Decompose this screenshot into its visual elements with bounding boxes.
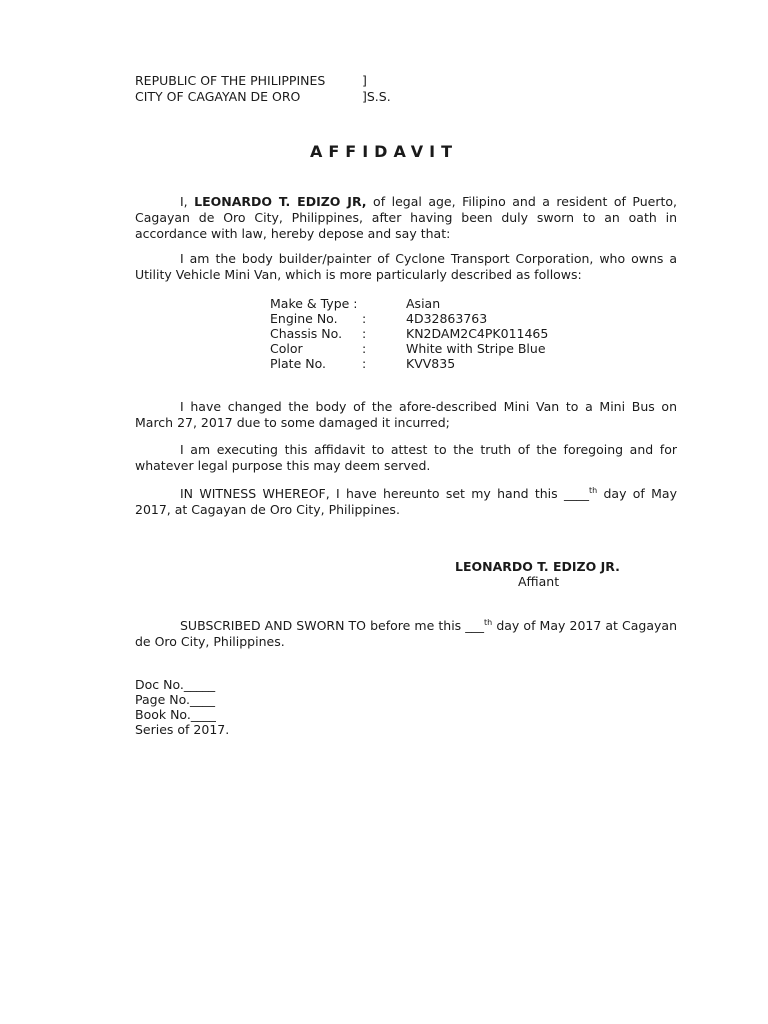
notary-book-no: Book No.____ bbox=[135, 707, 216, 722]
role-text: I am the body builder/painter of Cyclone Transport Corporation, who owns a Utility Vehicle Mini Van, which is more particularly described as follows: bbox=[135, 251, 677, 282]
affiant-name-inline: LEONARDO T. EDIZO JR, bbox=[194, 194, 367, 209]
jurat-after: day of May 2017 at Cagayan de Oro City, Philippines. bbox=[135, 618, 678, 649]
notary-series: Series of 2017. bbox=[135, 722, 230, 737]
paragraph-change bbox=[135, 399, 677, 431]
paragraph-role bbox=[135, 251, 677, 283]
vehicle-plate-value: KVV835 bbox=[406, 356, 456, 371]
change-text: I have changed the body of the afore-described Mini Van to a Mini Bus on March 27, 2017 due to some damaged it incurred; bbox=[135, 399, 677, 430]
paragraph-intro bbox=[135, 194, 677, 242]
vehicle-engine-label: Engine No. bbox=[270, 311, 338, 326]
vehicle-chassis-label: Chassis No. bbox=[270, 326, 343, 341]
vehicle-engine-value: 4D32863763 bbox=[406, 311, 488, 326]
jurat-sup: th bbox=[484, 617, 493, 627]
vehicle-plate-colon: : bbox=[362, 356, 367, 371]
paragraph-witness bbox=[135, 486, 677, 518]
vehicle-color-colon: : bbox=[362, 341, 367, 356]
vehicle-chassis-value: KN2DAM2C4PK011465 bbox=[406, 326, 549, 341]
vehicle-color-label: Color bbox=[270, 341, 303, 356]
witness-before: IN WITNESS WHEREOF, I have hereunto set my hand this ____ bbox=[180, 486, 589, 501]
document-title: AFFIDAVIT bbox=[309, 142, 459, 161]
vehicle-plate-label: Plate No. bbox=[270, 356, 326, 371]
paragraph-purpose bbox=[135, 442, 677, 474]
intro-rest: of legal age, Filipino and a resident of Puerto, Cagayan de Oro City, Philippines, after having been duly sworn to an oath in accordance with law, hereby depose and say that: bbox=[135, 194, 678, 241]
caption-city: CITY OF CAGAYAN DE ORO bbox=[135, 89, 301, 104]
paragraph-jurat bbox=[135, 618, 677, 650]
vehicle-make-value: Asian bbox=[406, 296, 441, 311]
caption-ss: ]S.S. bbox=[362, 89, 391, 104]
notary-page-no: Page No.____ bbox=[135, 692, 215, 707]
caption-republic: REPUBLIC OF THE PHILIPPINES bbox=[135, 73, 326, 88]
vehicle-engine-colon: : bbox=[362, 311, 367, 326]
affiant-role: Affiant bbox=[518, 574, 560, 589]
vehicle-chassis-colon: : bbox=[362, 326, 367, 341]
witness-sup: th bbox=[588, 485, 598, 495]
witness-after: day of May 2017, at Cagayan de Oro City, Philippines. bbox=[135, 486, 677, 517]
affiant-signature-name: LEONARDO T. EDIZO JR. bbox=[455, 559, 620, 574]
vehicle-make-label: Make & Type : bbox=[270, 296, 358, 311]
jurat-before: SUBSCRIBED AND SWORN TO before me this ___ bbox=[180, 618, 485, 633]
intro-prefix: I, bbox=[180, 194, 195, 209]
caption-bracket-1: ] bbox=[362, 73, 367, 88]
vehicle-color-value: White with Stripe Blue bbox=[406, 341, 546, 356]
purpose-text: I am executing this affidavit to attest to the truth of the foregoing and for whatever legal purpose this may deem served. bbox=[135, 442, 677, 473]
notary-doc-no: Doc No._____ bbox=[135, 677, 216, 692]
